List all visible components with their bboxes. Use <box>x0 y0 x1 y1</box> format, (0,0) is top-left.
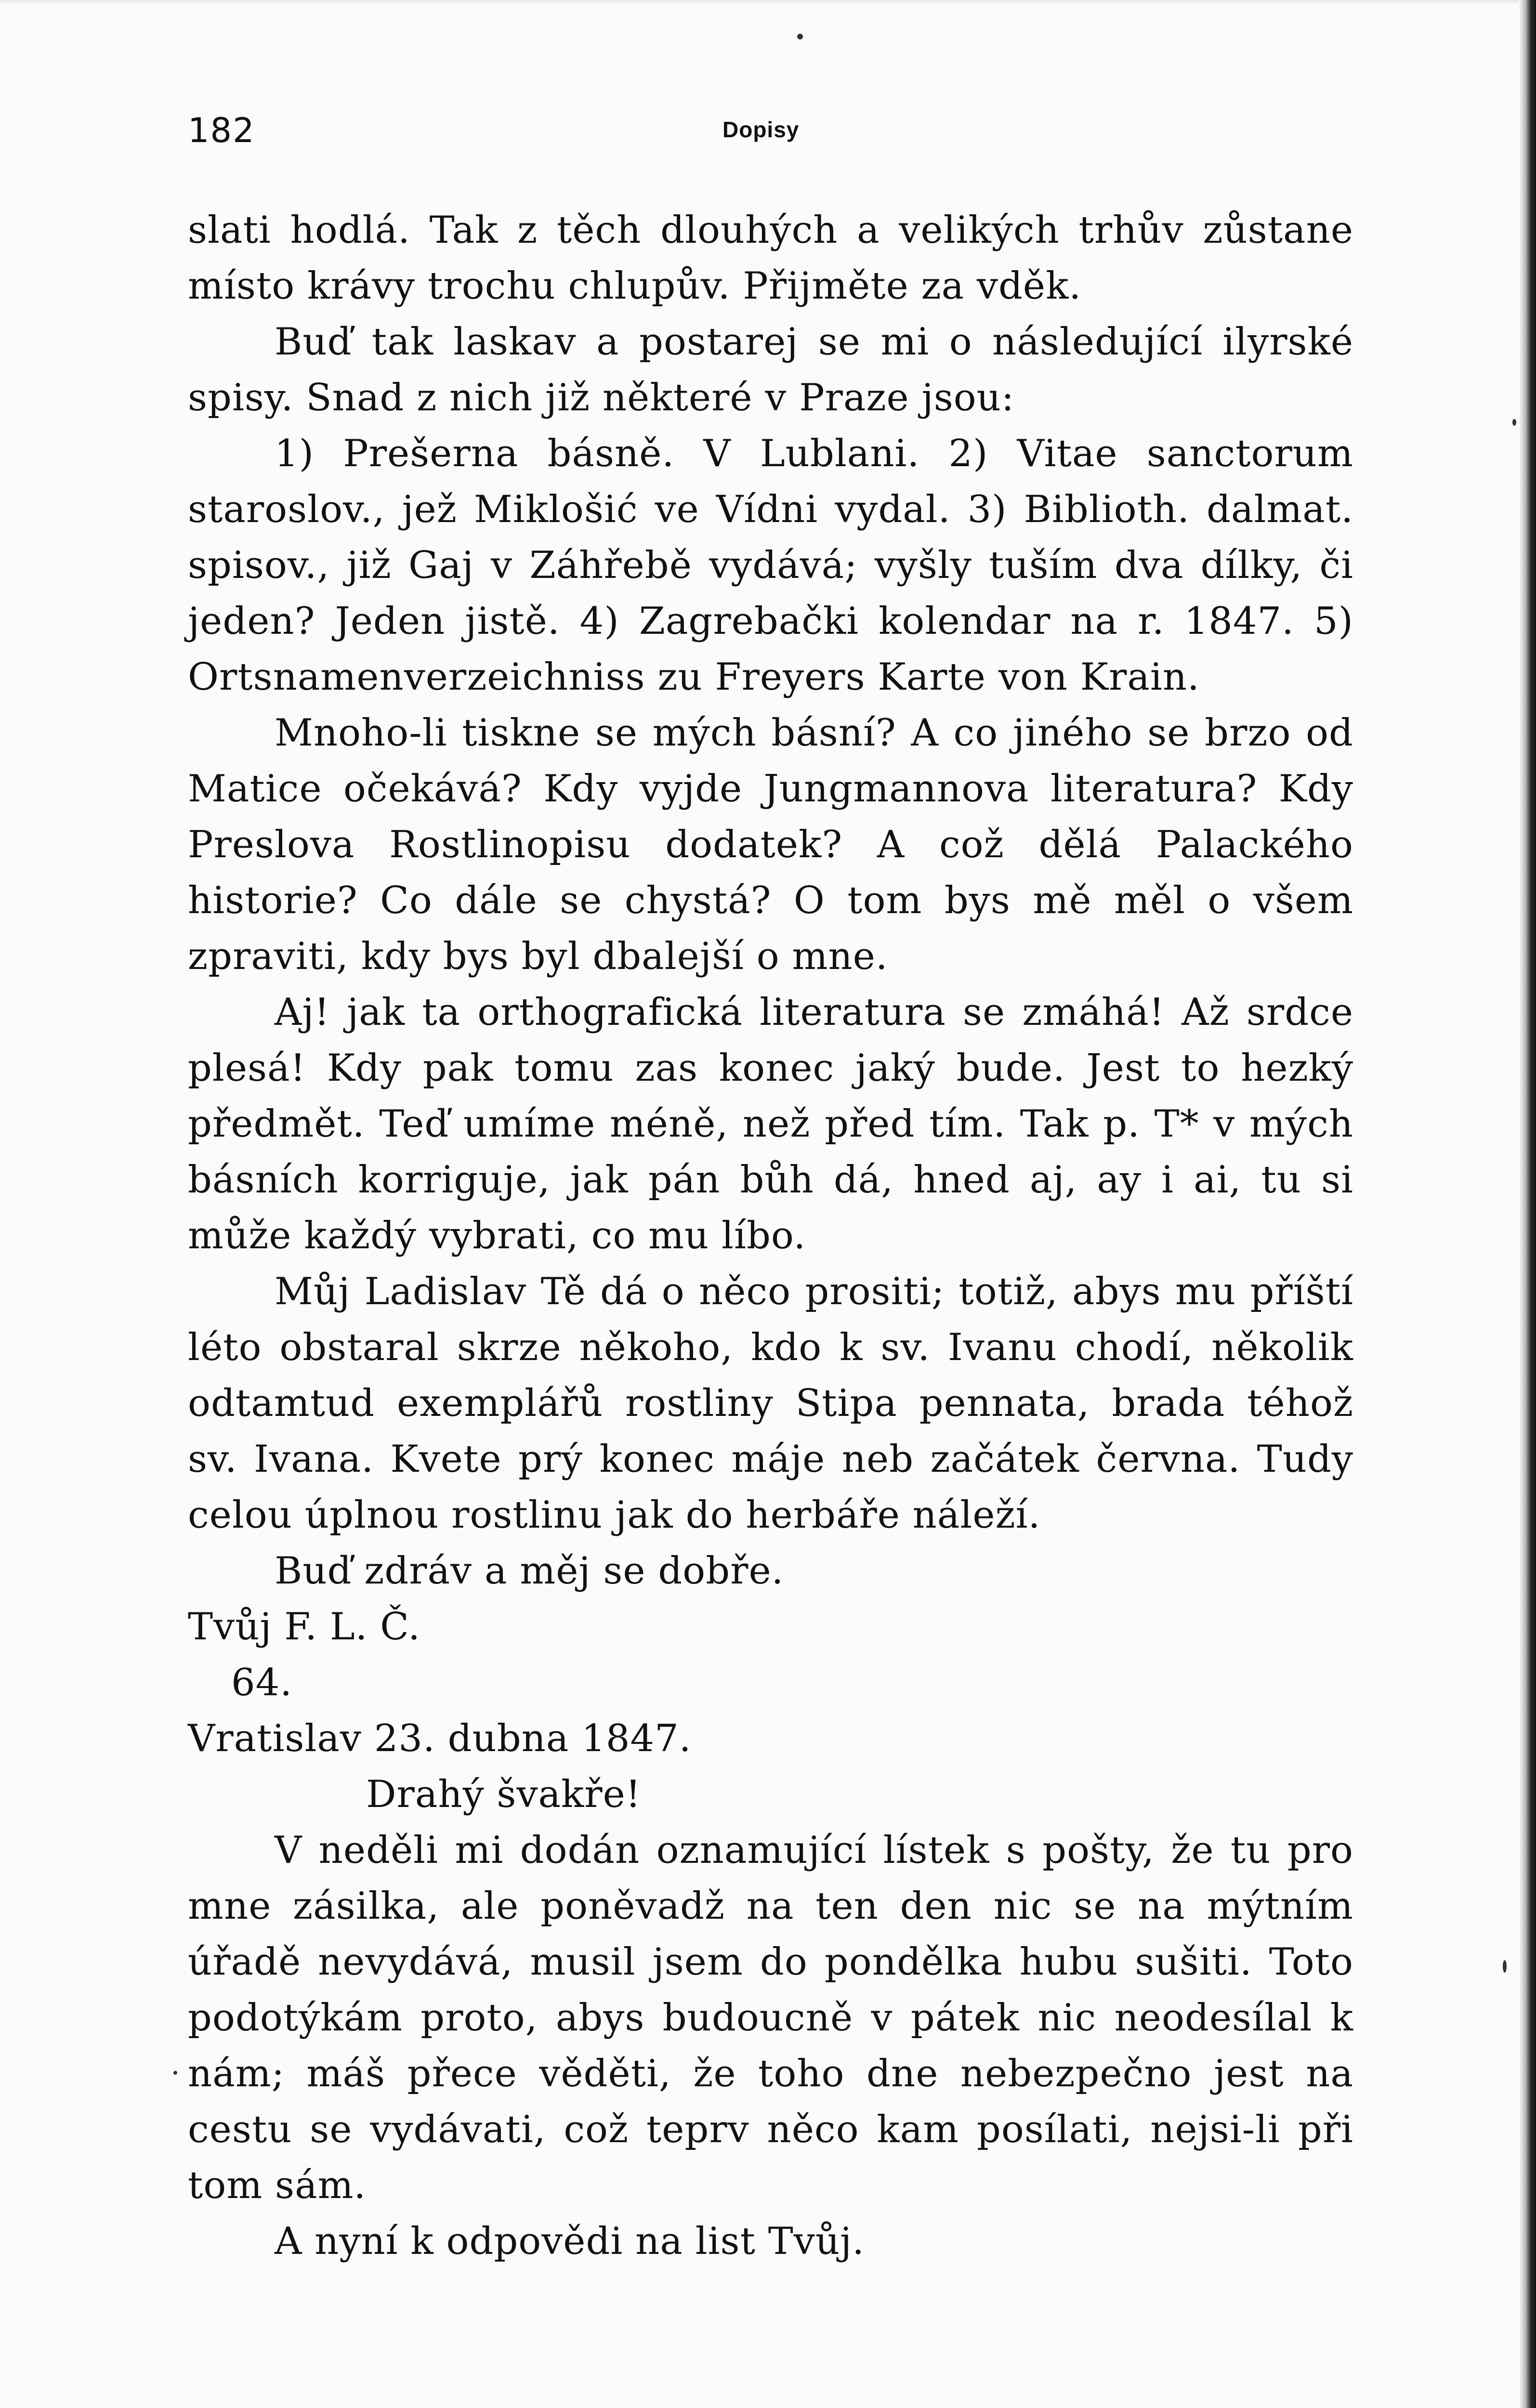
print-speck <box>173 2071 177 2075</box>
page-top-edge-shadow <box>0 0 1536 6</box>
letter-salutation: Drahý švakře! <box>366 1773 642 1816</box>
letter-number: 64. <box>231 1661 293 1704</box>
paragraph: slati hodlá. Tak z těch dlouhých a velikých trhův zůstane místo krávy trochu chlupův. Přijměte za vděk. <box>188 209 1353 308</box>
closing-line: Buď zdráv a měj se dobře. <box>275 1549 784 1593</box>
page-number: 182 <box>188 111 255 150</box>
paragraph: Můj Ladislav Tě dá o něco prositi; totiž, abys mu příští léto obstaral skrze někoho, kdo k sv. Ivanu chodí, několik odtamtud exemplářů rostliny Stipa pennata, brada téhož sv. Ivana. Kvete prý konec máje neb začátek června. Tudy celou úplnou rostlinu jak do herbáře náleží. <box>188 1270 1353 1537</box>
paragraph: Aj! jak ta orthografická literatura se zmáhá! Až srdce plesá! Kdy pak tomu zas konec jaký bude. Jest to hezký předmět. Teď umíme méně, než před tím. Tak p. T* v mých básních korriguje, jak pán bůh dá, hned aj, ay i ai, tu si může každý vybrati, co mu líbo. <box>188 991 1353 1257</box>
page-right-edge-shadow <box>1519 0 1536 2408</box>
print-speck <box>1503 1960 1507 1973</box>
running-title: Dopisy <box>722 117 800 142</box>
print-speck <box>797 34 803 39</box>
paragraph-book-list: 1) Prešerna básně. V Lublani. 2) Vitae sanctorum staroslov., jež Miklošić ve Vídni vydal. 3) Biblioth. dalmat. spisov., již Gaj v Záhřebě vydává; vyšly tuším dva dílky, či jeden? Jeden jistě. 4) Zagrebački kolendar na r. 1847. 5) Ortsnamenverzeichniss zu Freyers Karte von Krain. <box>188 432 1353 699</box>
paragraph: Mnoho-li tiskne se mých básní? A co jiného se brzo od Matice očekává? Kdy vyjde Jungmannova literatura? Kdy Preslova Rostlinopisu dodatek? A což dělá Palackého historie? Co dále se chystá? O tom bys mě měl o všem zpraviti, kdy bys byl dbalejší o mne. <box>188 711 1353 978</box>
print-speck <box>1512 419 1516 426</box>
letter-signature: Tvůj F. L. Č. <box>188 1605 420 1649</box>
running-head <box>188 111 1353 169</box>
paragraph: V neděli mi dodán oznamující lístek s pošty, že tu pro mne zásilka, ale poněvadž na ten den nic se na mýtním úřadě nevydává, musil jsem do pondělka hubu sušiti. Toto podotýkám proto, abys budoucně v pátek nic neodesílal k nám; máš přece věděti, že toho dne nebezpečno jest na cestu se vydávati, což teprv něco kam posílati, nejsi-li při tom sám. <box>188 1829 1353 2207</box>
letter-dateline: Vratislav 23. dubna 1847. <box>188 1717 692 1760</box>
paragraph: Buď tak laskav a postarej se mi o následující ilyrské spisy. Snad z nich již některé v Praze jsou: <box>188 320 1353 419</box>
paragraph: A nyní k odpovědi na list Tvůj. <box>275 2220 865 2263</box>
page-body <box>188 202 1353 2269</box>
